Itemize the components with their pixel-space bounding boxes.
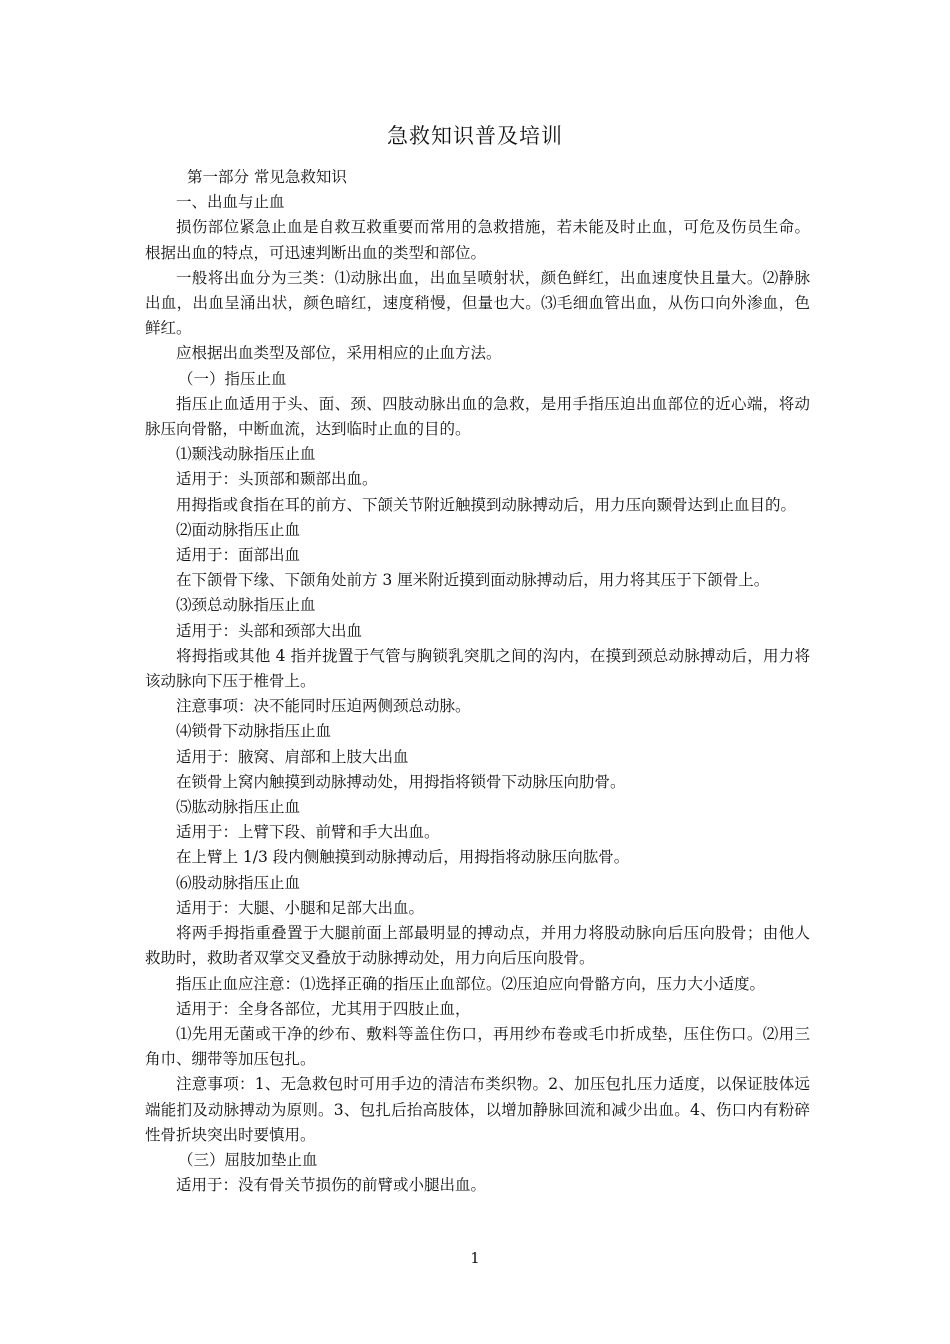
- body-paragraph: 适用于：面部出血: [176, 546, 301, 565]
- document-title: 急救知识普及培训: [387, 124, 563, 148]
- body-paragraph: 应根据出血类型及部位，采用相应的止血方法。: [176, 344, 502, 363]
- body-paragraph: 将两手拇指重叠置于大腿前面上部最明显的搏动点，并用力将股动脉向后压向股骨；由他人救助时，救助者双掌交叉叠放于动脉搏动处，用力向后压向股骨。: [145, 924, 810, 968]
- body-paragraph: 在下颌骨下缘、下颌角处前方 3 厘米附近摸到面动脉搏动后，用力将其压于下颌骨上。: [176, 571, 770, 590]
- body-paragraph: 适用于：腋窝、肩部和上肢大出血: [176, 747, 409, 766]
- section-heading: （一）指压止血: [178, 369, 287, 388]
- body-paragraph: ⑸肱动脉指压止血: [176, 798, 301, 817]
- body-paragraph: ⑵面动脉指压止血: [176, 520, 301, 539]
- body-paragraph: 适用于：大腿、小腿和足部大出血。: [176, 898, 425, 917]
- page-number: 1: [470, 1249, 480, 1267]
- body-paragraph: ⑶颈总动脉指压止血: [176, 596, 316, 615]
- section-heading: （三）屈肢加垫止血: [178, 1150, 318, 1169]
- document-body: [145, 165, 810, 1198]
- body-paragraph: 注意事项：决不能同时压迫两侧颈总动脉。: [176, 697, 471, 716]
- body-paragraph: 适用于：头顶部和颞部出血。: [176, 470, 378, 489]
- body-paragraph: 在上臂上 1/3 段内侧触摸到动脉搏动后，用拇指将动脉压向肱骨。: [176, 848, 630, 867]
- body-paragraph: 损伤部位紧急止血是自救互救重要而常用的急救措施，若未能及时止血，可危及伤员生命。根据出血的特点，可迅速判断出血的类型和部位。: [145, 218, 810, 262]
- body-paragraph: 适用于：全身各部位，尤其用于四肢止血，: [176, 999, 471, 1018]
- body-paragraph: 一、出血与止血: [176, 193, 285, 212]
- body-paragraph: 指压止血应注意：⑴选择正确的指压止血部位。⑵压迫应向骨骼方向，压力大小适度。: [176, 974, 766, 993]
- body-paragraph: 适用于：没有骨关节损伤的前臂或小腿出血。: [176, 1176, 487, 1195]
- section-heading: 第一部分 常见急救知识: [187, 168, 347, 186]
- body-paragraph: 将拇指或其他 4 指并拢置于气管与胸锁乳突肌之间的沟内，在摸到颈总动脉搏动后，用力将该动脉向下压于椎骨上。: [145, 646, 810, 691]
- body-paragraph: ⑷锁骨下动脉指压止血: [176, 722, 332, 741]
- body-paragraph: 适用于：上臂下段、前臂和手大出血。: [176, 823, 440, 842]
- body-paragraph: 在锁骨上窝内触摸到动脉搏动处，用拇指将锁骨下动脉压向肋骨。: [176, 772, 626, 791]
- body-paragraph: ⑴先用无菌或干净的纱布、敷料等盖住伤口，再用纱布卷或毛巾折成垫，压住伤口。⑵用三角巾、绷带等加压包扎。: [145, 1024, 810, 1069]
- body-paragraph: 适用于：头部和颈部大出血: [176, 621, 363, 640]
- body-paragraph: 用拇指或食指在耳的前方、下颌关节附近触摸到动脉搏动后，用力压向颞骨达到止血目的。: [176, 495, 797, 514]
- body-paragraph: 指压止血适用于头、面、颈、四肢动脉出血的急救，是用手指压迫出血部位的近心端，将动脉压向骨骼，中断血流，达到临时止血的目的。: [145, 394, 810, 439]
- body-paragraph: ⑴颞浅动脉指压止血: [176, 445, 316, 464]
- body-paragraph: 注意事项：1、无急救包时可用手边的清洁布类织物。2、加压包扎压力适度，以保证肢体远端能扪及动脉搏动为原则。3、包扎后抬高肢体，以增加静脉回流和减少出血。4、伤口内有粉碎性骨折块突出时要慎用。: [145, 1075, 810, 1144]
- body-paragraph: ⑹股动脉指压止血: [176, 873, 301, 892]
- body-paragraph: 一般将出血分为三类：⑴动脉出血，出血呈喷射状，颜色鲜红，出血速度快且量大。⑵静脉出血，出血呈涌出状，颜色暗红，速度稍慢，但量也大。⑶毛细血管出血，从伤口向外渗血，色鲜红。: [145, 268, 810, 338]
